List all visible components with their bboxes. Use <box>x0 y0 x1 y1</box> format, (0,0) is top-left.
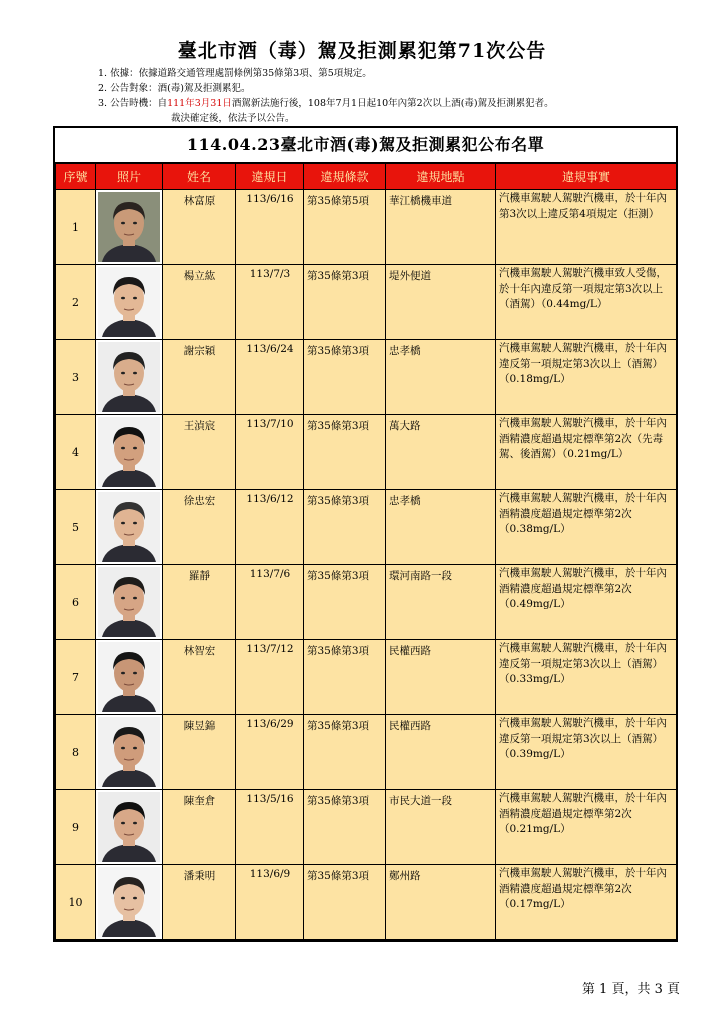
header-date: 違規日 <box>236 164 304 190</box>
table-row <box>56 490 677 565</box>
portrait-photo <box>98 267 160 337</box>
portrait-photo <box>98 867 160 937</box>
row-date: 113/6/16 <box>236 190 304 265</box>
row-name: 謝宗穎 <box>163 340 236 415</box>
note-timing <box>98 96 698 111</box>
header-name: 姓名 <box>163 164 236 190</box>
row-law: 第35條第3項 <box>304 565 386 640</box>
row-name: 潘秉明 <box>163 865 236 940</box>
row-seq: 6 <box>56 565 96 640</box>
row-date: 113/7/3 <box>236 265 304 340</box>
row-seq: 7 <box>56 640 96 715</box>
note-timing-prefix: 3. 公告時機：自 <box>98 98 168 109</box>
row-photo <box>96 490 163 565</box>
portrait-photo <box>98 567 160 637</box>
table-row <box>56 865 677 940</box>
portrait-photo <box>98 792 160 862</box>
row-location: 忠孝橋 <box>386 340 496 415</box>
row-date: 113/6/29 <box>236 715 304 790</box>
header-law: 違規條款 <box>304 164 386 190</box>
header-seq: 序號 <box>56 164 96 190</box>
portrait-photo <box>98 642 160 712</box>
row-seq: 10 <box>56 865 96 940</box>
row-name: 王湞宸 <box>163 415 236 490</box>
row-fact: 汽機車駕駛人駕駛汽機車，於十年內違反第一項規定第3次以上（酒駕）（0.33mg/L） <box>496 640 677 715</box>
row-location: 堤外便道 <box>386 265 496 340</box>
row-fact: 汽機車駕駛人駕駛汽機車，於十年內酒精濃度超過規定標準第2次（0.17mg/L） <box>496 865 677 940</box>
row-law: 第35條第3項 <box>304 340 386 415</box>
row-location: 民權西路 <box>386 640 496 715</box>
row-location: 民權西路 <box>386 715 496 790</box>
header-fact: 違規事實 <box>496 164 677 190</box>
row-fact: 汽機車駕駛人駕駛汽機車致人受傷，於十年內違反第一項規定第3次以上（酒駕）（0.44mg/L） <box>496 265 677 340</box>
row-fact: 汽機車駕駛人駕駛汽機車，於十年內酒精濃度超過規定標準第2次（先毒駕、後酒駕）（0.21mg/L） <box>496 415 677 490</box>
header-photo: 照片 <box>96 164 163 190</box>
row-seq: 2 <box>56 265 96 340</box>
note-target: 2. 公告對象：酒(毒)駕及拒測累犯。 <box>98 83 251 94</box>
note-timing-suffix: 酒駕新法施行後，108年7月1日起10年內第2次以上酒(毒)駕及拒測累犯者。 <box>231 98 554 109</box>
row-law: 第35條第3項 <box>304 415 386 490</box>
row-photo <box>96 565 163 640</box>
row-law: 第35條第3項 <box>304 790 386 865</box>
row-fact: 汽機車駕駛人駕駛汽機車，於十年內違反第一項規定第3次以上（酒駕）（0.39mg/L） <box>496 715 677 790</box>
header-location: 違規地點 <box>386 164 496 190</box>
portrait-photo <box>98 417 160 487</box>
row-photo <box>96 340 163 415</box>
table-row <box>56 265 677 340</box>
row-seq: 3 <box>56 340 96 415</box>
row-location: 忠孝橋 <box>386 490 496 565</box>
offender-rows <box>56 190 677 940</box>
table-row <box>56 790 677 865</box>
offender-list-sheet <box>53 126 678 942</box>
row-name: 陳奎倉 <box>163 790 236 865</box>
announcement-notes <box>98 66 698 126</box>
row-seq: 8 <box>56 715 96 790</box>
row-photo <box>96 265 163 340</box>
portrait-photo <box>98 492 160 562</box>
row-law: 第35條第3項 <box>304 490 386 565</box>
row-seq: 5 <box>56 490 96 565</box>
row-location: 鄭州路 <box>386 865 496 940</box>
row-location: 環河南路一段 <box>386 565 496 640</box>
row-fact: 汽機車駕駛人駕駛汽機車，於十年內第3次以上違反第4項規定（拒測） <box>496 190 677 265</box>
row-date: 113/7/12 <box>236 640 304 715</box>
row-photo <box>96 640 163 715</box>
row-date: 113/7/10 <box>236 415 304 490</box>
row-name: 羅靜 <box>163 565 236 640</box>
portrait-photo <box>98 717 160 787</box>
table-row <box>56 640 677 715</box>
row-name: 林富原 <box>163 190 236 265</box>
row-photo <box>96 190 163 265</box>
table-header-row <box>56 164 677 190</box>
portrait-photo <box>98 192 160 262</box>
note-final: 裁決確定後，依法予以公告。 <box>171 113 295 124</box>
row-name: 楊立紘 <box>163 265 236 340</box>
row-photo <box>96 790 163 865</box>
row-date: 113/6/9 <box>236 865 304 940</box>
row-location: 華江橋機車道 <box>386 190 496 265</box>
note-basis: 1. 依據：依據道路交通管理處罰條例第35條第3項、第5項規定。 <box>98 68 372 79</box>
row-fact: 汽機車駕駛人駕駛汽機車，於十年內酒精濃度超過規定標準第2次（0.38mg/L） <box>496 490 677 565</box>
announcement-title: 臺北市酒（毒）駕及拒測累犯第71次公告 <box>177 40 547 62</box>
row-name: 林智宏 <box>163 640 236 715</box>
table-row <box>56 415 677 490</box>
row-photo <box>96 415 163 490</box>
row-location: 萬大路 <box>386 415 496 490</box>
page-indicator: 第 1 頁，共 3 頁 <box>581 982 680 997</box>
offender-table <box>55 163 677 940</box>
row-name: 陳昱錦 <box>163 715 236 790</box>
row-date: 113/7/6 <box>236 565 304 640</box>
row-name: 徐忠宏 <box>163 490 236 565</box>
table-row <box>56 715 677 790</box>
list-title: 114.04.23臺北市酒(毒)駕及拒測累犯公布名單 <box>55 128 676 163</box>
row-seq: 1 <box>56 190 96 265</box>
row-law: 第35條第3項 <box>304 715 386 790</box>
row-photo <box>96 715 163 790</box>
table-row <box>56 340 677 415</box>
note-timing-date: 111年3月31日 <box>167 98 232 109</box>
row-location: 市民大道一段 <box>386 790 496 865</box>
row-photo <box>96 865 163 940</box>
row-date: 113/6/12 <box>236 490 304 565</box>
table-row <box>56 190 677 265</box>
table-row <box>56 565 677 640</box>
row-law: 第35條第3項 <box>304 265 386 340</box>
row-law: 第35條第5項 <box>304 190 386 265</box>
row-fact: 汽機車駕駛人駕駛汽機車，於十年內酒精濃度超過規定標準第2次（0.21mg/L） <box>496 790 677 865</box>
row-date: 113/6/24 <box>236 340 304 415</box>
row-law: 第35條第3項 <box>304 865 386 940</box>
row-seq: 4 <box>56 415 96 490</box>
row-date: 113/5/16 <box>236 790 304 865</box>
row-fact: 汽機車駕駛人駕駛汽機車，於十年內酒精濃度超過規定標準第2次（0.49mg/L） <box>496 565 677 640</box>
row-fact: 汽機車駕駛人駕駛汽機車，於十年內違反第一項規定第3次以上（酒駕）（0.18mg/L） <box>496 340 677 415</box>
row-law: 第35條第3項 <box>304 640 386 715</box>
portrait-photo <box>98 342 160 412</box>
row-seq: 9 <box>56 790 96 865</box>
